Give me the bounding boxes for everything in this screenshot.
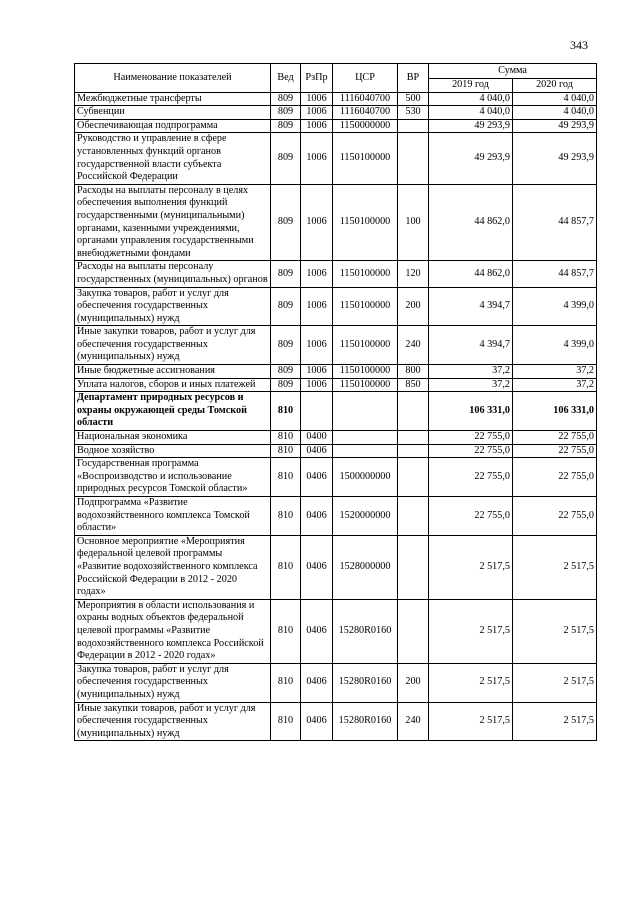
- cell-ved: 809: [271, 261, 301, 287]
- table-row: [75, 599, 597, 663]
- cell-vr: 240: [398, 326, 429, 365]
- cell-csr: [333, 392, 398, 431]
- table-row: [75, 92, 597, 106]
- header-csr: ЦСР: [333, 64, 398, 93]
- cell-ved: 810: [271, 444, 301, 458]
- cell-vr: [398, 392, 429, 431]
- cell-name: Закупка товаров, работ и услуг для обеспечения государственных (муниципальных) нужд: [75, 663, 271, 702]
- cell-rzpr: 0406: [301, 535, 333, 599]
- cell-vr: [398, 444, 429, 458]
- cell-name: Основное мероприятие «Мероприятия федеральной целевой программы «Развитие водохозяйственного комплекса Российской Федерации в 2012 - 2020 годах»: [75, 535, 271, 599]
- cell-sum-2020: 4 399,0: [513, 287, 597, 326]
- cell-sum-2019: 4 394,7: [429, 287, 513, 326]
- cell-ved: 810: [271, 458, 301, 497]
- cell-sum-2020: 49 293,9: [513, 133, 597, 184]
- cell-ved: 809: [271, 184, 301, 261]
- cell-sum-2019: 4 394,7: [429, 326, 513, 365]
- cell-name: Расходы на выплаты персоналу государственных (муниципальных) органов: [75, 261, 271, 287]
- cell-rzpr: 0406: [301, 497, 333, 536]
- cell-csr: 1116040700: [333, 92, 398, 106]
- cell-ved: 810: [271, 599, 301, 663]
- cell-sum-2019: 2 517,5: [429, 599, 513, 663]
- cell-name: Иные закупки товаров, работ и услуг для обеспечения государственных (муниципальных) нужд: [75, 702, 271, 741]
- cell-ved: 810: [271, 431, 301, 445]
- cell-sum-2020: 2 517,5: [513, 663, 597, 702]
- cell-sum-2019: 22 755,0: [429, 431, 513, 445]
- cell-name: Департамент природных ресурсов и охраны окружающей среды Томской области: [75, 392, 271, 431]
- cell-csr: 1150100000: [333, 287, 398, 326]
- cell-sum-2020: 2 517,5: [513, 702, 597, 741]
- header-rzpr: РзПр: [301, 64, 333, 93]
- cell-ved: 809: [271, 119, 301, 133]
- cell-csr: [333, 431, 398, 445]
- cell-vr: 240: [398, 702, 429, 741]
- cell-sum-2019: 37,2: [429, 365, 513, 379]
- cell-name: Иные закупки товаров, работ и услуг для обеспечения государственных (муниципальных) нужд: [75, 326, 271, 365]
- cell-sum-2020: 4 399,0: [513, 326, 597, 365]
- cell-sum-2019: 106 331,0: [429, 392, 513, 431]
- cell-rzpr: 1006: [301, 133, 333, 184]
- cell-sum-2019: 4 040,0: [429, 92, 513, 106]
- cell-vr: [398, 535, 429, 599]
- cell-rzpr: 0406: [301, 444, 333, 458]
- cell-rzpr: 1006: [301, 287, 333, 326]
- cell-rzpr: [301, 392, 333, 431]
- cell-rzpr: 0400: [301, 431, 333, 445]
- cell-ved: 809: [271, 106, 301, 120]
- cell-vr: [398, 431, 429, 445]
- table-row: [75, 261, 597, 287]
- cell-rzpr: 1006: [301, 378, 333, 392]
- cell-csr: 1116040700: [333, 106, 398, 120]
- cell-vr: [398, 458, 429, 497]
- cell-sum-2020: 106 331,0: [513, 392, 597, 431]
- cell-sum-2019: 22 755,0: [429, 458, 513, 497]
- cell-ved: 809: [271, 287, 301, 326]
- table-row: [75, 378, 597, 392]
- cell-ved: 810: [271, 535, 301, 599]
- cell-sum-2020: 4 040,0: [513, 106, 597, 120]
- table-row: [75, 133, 597, 184]
- cell-rzpr: 1006: [301, 365, 333, 379]
- cell-vr: [398, 599, 429, 663]
- cell-sum-2019: 22 755,0: [429, 444, 513, 458]
- cell-sum-2019: 2 517,5: [429, 535, 513, 599]
- cell-sum-2019: 44 862,0: [429, 184, 513, 261]
- cell-rzpr: 1006: [301, 184, 333, 261]
- cell-csr: 1150100000: [333, 365, 398, 379]
- cell-sum-2019: 44 862,0: [429, 261, 513, 287]
- cell-ved: 810: [271, 497, 301, 536]
- table-row: [75, 326, 597, 365]
- cell-rzpr: 1006: [301, 106, 333, 120]
- cell-sum-2019: 37,2: [429, 378, 513, 392]
- cell-vr: [398, 119, 429, 133]
- cell-rzpr: 0406: [301, 458, 333, 497]
- cell-rzpr: 1006: [301, 119, 333, 133]
- cell-name: Руководство и управление в сфере установленных функций органов государственной власти субъекта Российской Федерации: [75, 133, 271, 184]
- cell-name: Иные бюджетные ассигнования: [75, 365, 271, 379]
- cell-csr: 15280R0160: [333, 599, 398, 663]
- table-body: [75, 92, 597, 741]
- header-ved: Вед: [271, 64, 301, 93]
- cell-sum-2020: 22 755,0: [513, 444, 597, 458]
- cell-vr: [398, 133, 429, 184]
- budget-table: [74, 63, 597, 741]
- cell-vr: 850: [398, 378, 429, 392]
- cell-name: Подпрограмма «Развитие водохозяйственного комплекса Томской области»: [75, 497, 271, 536]
- cell-vr: 200: [398, 663, 429, 702]
- cell-csr: 1500000000: [333, 458, 398, 497]
- cell-sum-2019: 2 517,5: [429, 702, 513, 741]
- cell-csr: 1528000000: [333, 535, 398, 599]
- cell-csr: [333, 444, 398, 458]
- cell-csr: 1150100000: [333, 261, 398, 287]
- cell-sum-2020: 22 755,0: [513, 497, 597, 536]
- header-name: Наименование показателей: [75, 64, 271, 93]
- cell-sum-2020: 44 857,7: [513, 184, 597, 261]
- cell-rzpr: 0406: [301, 599, 333, 663]
- cell-sum-2020: 49 293,9: [513, 119, 597, 133]
- cell-name: Водное хозяйство: [75, 444, 271, 458]
- cell-rzpr: 0406: [301, 702, 333, 741]
- header-2020: 2020 год: [513, 79, 597, 93]
- cell-sum-2020: 22 755,0: [513, 458, 597, 497]
- header-sum: Сумма: [429, 64, 597, 79]
- cell-sum-2020: 4 040,0: [513, 92, 597, 106]
- table-row: [75, 431, 597, 445]
- table-row: [75, 444, 597, 458]
- header-vr: ВР: [398, 64, 429, 93]
- cell-sum-2020: 2 517,5: [513, 599, 597, 663]
- cell-ved: 809: [271, 92, 301, 106]
- cell-csr: 15280R0160: [333, 702, 398, 741]
- cell-name: Обеспечивающая подпрограмма: [75, 119, 271, 133]
- cell-sum-2019: 49 293,9: [429, 119, 513, 133]
- cell-ved: 810: [271, 392, 301, 431]
- cell-csr: 1150100000: [333, 184, 398, 261]
- cell-vr: 100: [398, 184, 429, 261]
- cell-name: Субвенции: [75, 106, 271, 120]
- table-row: [75, 497, 597, 536]
- cell-rzpr: 1006: [301, 261, 333, 287]
- cell-csr: 1150100000: [333, 378, 398, 392]
- table-row: [75, 119, 597, 133]
- cell-csr: 1520000000: [333, 497, 398, 536]
- table-row: [75, 535, 597, 599]
- table-row: [75, 287, 597, 326]
- cell-vr: 530: [398, 106, 429, 120]
- cell-name: Закупка товаров, работ и услуг для обеспечения государственных (муниципальных) нужд: [75, 287, 271, 326]
- cell-name: Мероприятия в области использования и охраны водных объектов федеральной целевой программы «Развитие водохозяйственного комплекса Российской Федерации в 2012 - 2020 годах»: [75, 599, 271, 663]
- cell-rzpr: 0406: [301, 663, 333, 702]
- cell-sum-2019: 22 755,0: [429, 497, 513, 536]
- cell-csr: 1150100000: [333, 326, 398, 365]
- table-row: [75, 663, 597, 702]
- cell-vr: 200: [398, 287, 429, 326]
- cell-vr: 800: [398, 365, 429, 379]
- table-row: [75, 702, 597, 741]
- cell-ved: 810: [271, 702, 301, 741]
- cell-name: Национальная экономика: [75, 431, 271, 445]
- cell-sum-2020: 22 755,0: [513, 431, 597, 445]
- cell-ved: 810: [271, 663, 301, 702]
- table-row: [75, 458, 597, 497]
- cell-sum-2019: 2 517,5: [429, 663, 513, 702]
- cell-name: Уплата налогов, сборов и иных платежей: [75, 378, 271, 392]
- cell-ved: 809: [271, 133, 301, 184]
- table-row: [75, 392, 597, 431]
- cell-ved: 809: [271, 365, 301, 379]
- cell-vr: 120: [398, 261, 429, 287]
- cell-name: Расходы на выплаты персоналу в целях обеспечения выполнения функций государственными (муниципальными) органами, казенными учреждениями, органами управления государственными внебюджетными фондами: [75, 184, 271, 261]
- cell-rzpr: 1006: [301, 92, 333, 106]
- cell-sum-2020: 44 857,7: [513, 261, 597, 287]
- cell-sum-2020: 37,2: [513, 365, 597, 379]
- cell-vr: [398, 497, 429, 536]
- table-row: [75, 365, 597, 379]
- cell-rzpr: 1006: [301, 326, 333, 365]
- table-row: [75, 184, 597, 261]
- cell-sum-2020: 2 517,5: [513, 535, 597, 599]
- table-row: [75, 106, 597, 120]
- cell-ved: 809: [271, 326, 301, 365]
- cell-vr: 500: [398, 92, 429, 106]
- header-2019: 2019 год: [429, 79, 513, 93]
- cell-ved: 809: [271, 378, 301, 392]
- cell-sum-2019: 4 040,0: [429, 106, 513, 120]
- cell-csr: 15280R0160: [333, 663, 398, 702]
- cell-name: Государственная программа «Воспроизводство и использование природных ресурсов Томской области»: [75, 458, 271, 497]
- cell-sum-2019: 49 293,9: [429, 133, 513, 184]
- cell-csr: 1150000000: [333, 119, 398, 133]
- cell-sum-2020: 37,2: [513, 378, 597, 392]
- page-number: 343: [570, 38, 588, 52]
- cell-name: Межбюджетные трансферты: [75, 92, 271, 106]
- cell-csr: 1150100000: [333, 133, 398, 184]
